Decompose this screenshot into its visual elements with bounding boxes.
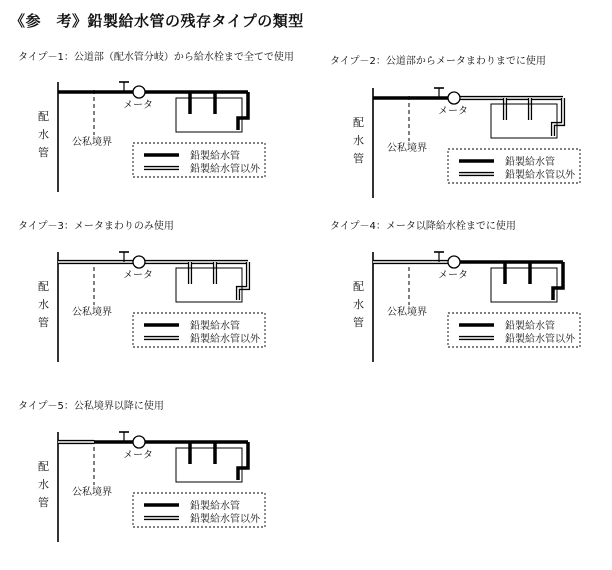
type-3-label: タイプ－3：メータまわりのみ使用 <box>18 221 174 232</box>
distribution-main-label: 配 <box>38 460 49 473</box>
legend-lead-label: 鉛製給水管 <box>505 157 555 168</box>
type-2-diagram <box>353 88 580 198</box>
legend-other-label: 鉛製給水管以外 <box>190 514 260 525</box>
property-boundary-label: 公私境界 <box>387 143 427 154</box>
water-meter-icon <box>448 92 460 104</box>
house-outline <box>491 268 557 302</box>
page-title: 《参 考》鉛製給水管の残存タイプの類型 <box>10 12 304 30</box>
water-meter-icon <box>133 86 145 98</box>
water-meter-label: メータ <box>438 270 468 281</box>
property-boundary-label: 公私境界 <box>387 307 427 318</box>
distribution-main-label: 管 <box>38 496 49 509</box>
distribution-main-label: 管 <box>353 316 364 329</box>
water-meter-icon <box>133 256 145 268</box>
house-outline <box>176 448 242 482</box>
type-4-label: タイプ－4：メータ以降給水栓までに使用 <box>330 221 516 232</box>
legend-lead-label: 鉛製給水管 <box>505 321 555 332</box>
property-boundary-label: 公私境界 <box>72 307 112 318</box>
property-boundary-label: 公私境界 <box>72 137 112 148</box>
legend-other-label: 鉛製給水管以外 <box>190 334 260 345</box>
water-meter-label: メータ <box>438 106 468 117</box>
type-2-label: タイプ－2：公道部からメータまわりまでに使用 <box>330 56 546 67</box>
legend-other-label: 鉛製給水管以外 <box>505 334 575 345</box>
distribution-main-label: 水 <box>38 478 49 491</box>
legend-other-label: 鉛製給水管以外 <box>505 170 575 181</box>
type-1-diagram <box>38 82 265 192</box>
house-outline <box>176 98 242 132</box>
house-outline <box>491 104 557 138</box>
legend-other-label: 鉛製給水管以外 <box>190 164 260 175</box>
type-3-diagram <box>38 252 265 362</box>
legend-lead-label: 鉛製給水管 <box>190 321 240 332</box>
distribution-main-label: 水 <box>38 128 49 141</box>
water-meter-label: メータ <box>123 450 153 461</box>
distribution-main-label: 管 <box>353 152 364 165</box>
distribution-main-label: 水 <box>353 298 364 311</box>
type-4-diagram <box>353 252 580 362</box>
distribution-main-label: 管 <box>38 316 49 329</box>
water-meter-label: メータ <box>123 100 153 111</box>
legend-lead-label: 鉛製給水管 <box>190 151 240 162</box>
house-outline <box>176 268 242 302</box>
type-5-label: タイプ－5：公私境界以降に使用 <box>18 401 164 412</box>
legend-lead-label: 鉛製給水管 <box>190 501 240 512</box>
distribution-main-label: 管 <box>38 146 49 159</box>
distribution-main-label: 配 <box>353 280 364 293</box>
type-5-diagram <box>38 432 265 542</box>
water-meter-icon <box>448 256 460 268</box>
distribution-main-label: 水 <box>38 298 49 311</box>
water-meter-label: メータ <box>123 270 153 281</box>
distribution-main-label: 配 <box>38 110 49 123</box>
distribution-main-label: 水 <box>353 134 364 147</box>
type-1-label: タイプ－1：公道部（配水管分岐）から給水栓まで全てで使用 <box>18 52 294 63</box>
water-meter-icon <box>133 436 145 448</box>
property-boundary-label: 公私境界 <box>72 487 112 498</box>
distribution-main-label: 配 <box>38 280 49 293</box>
distribution-main-label: 配 <box>353 116 364 129</box>
